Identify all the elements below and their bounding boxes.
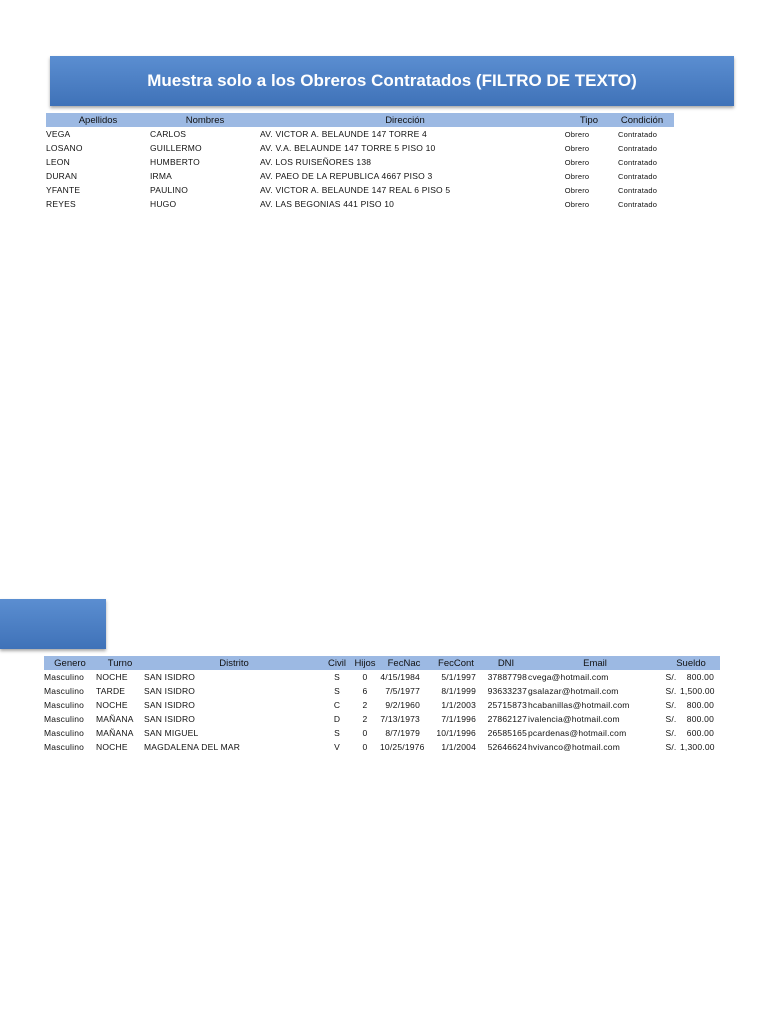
cell-genero: Masculino (44, 686, 85, 696)
obreros-table (46, 113, 674, 211)
cell-email: hvivanco@hotmail.com (528, 742, 620, 752)
header-apellidos[interactable]: Apellidos (46, 113, 150, 127)
header-dni[interactable]: DNI (484, 656, 528, 670)
cell-feccont: 8/1/1999 (441, 686, 476, 696)
cell-condicion: Contratado (618, 199, 658, 209)
cell-email: cvega@hotmail.com (528, 672, 609, 682)
header-feccont[interactable]: FecCont (428, 656, 484, 670)
header-civil[interactable]: Civil (324, 656, 350, 670)
cell-fecnac: 8/7/1979 (385, 728, 420, 738)
title-banner (50, 56, 734, 106)
cell-direccion: AV. LOS RUISEÑORES 138 (260, 157, 372, 167)
cell-distrito: SAN MIGUEL (144, 728, 199, 738)
cell-sueldo: 800.00 (686, 700, 714, 710)
cell-turno: NOCHE (96, 742, 128, 752)
cell-dni: 25715873 (487, 700, 527, 710)
obreros-table-body (46, 127, 674, 211)
cell-hijos: 6 (362, 686, 368, 696)
cell-email: hcabanillas@hotmail.com (528, 700, 630, 710)
table-row[interactable] (46, 141, 674, 155)
header-condicion[interactable]: Condición (610, 113, 674, 127)
cell-email: ivalencia@hotmail.com (528, 714, 620, 724)
cell-turno: NOCHE (96, 700, 128, 710)
cell-nombres: IRMA (150, 171, 173, 181)
cell-civil: V (334, 742, 340, 752)
table-row[interactable] (44, 712, 720, 726)
cell-feccont: 1/1/2004 (441, 742, 476, 752)
cell-dni: 52646624 (487, 742, 527, 752)
cell-email: pcardenas@hotmail.com (528, 728, 627, 738)
cell-tipo: Obrero (564, 157, 590, 167)
cell-hijos: 2 (362, 714, 368, 724)
banner-title: Muestra solo a los Obreros Contratados (FILTRO DE TEXTO) (147, 71, 637, 90)
cell-feccont: 1/1/2003 (441, 700, 476, 710)
section-banner (0, 599, 106, 649)
cell-direccion: AV. VICTOR A. BELAUNDE 147 TORRE 4 (260, 129, 427, 139)
cell-apellidos: DURAN (46, 171, 78, 181)
cell-direccion: AV. VICTOR A. BELAUNDE 147 REAL 6 PISO 5 (260, 185, 451, 195)
empleados-table (44, 656, 720, 754)
cell-distrito: SAN ISIDRO (144, 686, 196, 696)
cell-genero: Masculino (44, 714, 85, 724)
table-row[interactable] (44, 726, 720, 740)
table-row[interactable] (44, 684, 720, 698)
cell-civil: S (334, 728, 340, 738)
cell-hijos: 0 (362, 742, 368, 752)
cell-fecnac: 7/5/1977 (385, 686, 420, 696)
cell-currency: S/. (665, 686, 677, 696)
cell-feccont: 5/1/1997 (441, 672, 476, 682)
cell-genero: Masculino (44, 700, 85, 710)
table-row[interactable] (46, 155, 674, 169)
cell-currency: S/. (665, 742, 677, 752)
header-genero[interactable]: Genero (44, 656, 96, 670)
cell-genero: Masculino (44, 742, 85, 752)
cell-distrito: MAGDALENA DEL MAR (144, 742, 241, 752)
cell-dni: 93633237 (487, 686, 527, 696)
cell-genero: Masculino (44, 672, 85, 682)
table-header-row (44, 656, 720, 670)
table-row[interactable] (44, 740, 720, 754)
cell-feccont: 7/1/1996 (441, 714, 476, 724)
cell-hijos: 0 (362, 728, 368, 738)
table-row[interactable] (46, 169, 674, 183)
cell-sueldo: 600.00 (686, 728, 714, 738)
header-tipo[interactable]: Tipo (550, 113, 610, 127)
header-nombres[interactable]: Nombres (150, 113, 260, 127)
cell-nombres: PAULINO (150, 185, 189, 195)
cell-civil: C (333, 700, 341, 710)
table-row[interactable] (44, 698, 720, 712)
cell-distrito: SAN ISIDRO (144, 672, 196, 682)
table-header-row (46, 113, 674, 127)
header-distrito[interactable]: Distrito (144, 656, 324, 670)
cell-fecnac: 10/25/1976 (380, 742, 425, 752)
cell-apellidos: LEON (46, 157, 70, 167)
cell-nombres: GUILLERMO (150, 143, 202, 153)
cell-tipo: Obrero (564, 143, 590, 153)
cell-civil: S (334, 686, 340, 696)
cell-nombres: CARLOS (150, 129, 187, 139)
cell-turno: MAÑANA (96, 728, 134, 738)
cell-dni: 26585165 (487, 728, 527, 738)
cell-email: gsalazar@hotmail.com (528, 686, 619, 696)
cell-tipo: Obrero (564, 199, 590, 209)
cell-tipo: Obrero (564, 129, 590, 139)
cell-nombres: HUGO (150, 199, 177, 209)
cell-tipo: Obrero (564, 185, 590, 195)
cell-condicion: Contratado (618, 171, 658, 181)
cell-hijos: 2 (362, 700, 368, 710)
cell-fecnac: 9/2/1960 (385, 700, 420, 710)
cell-condicion: Contratado (618, 143, 658, 153)
cell-currency: S/. (665, 700, 677, 710)
cell-fecnac: 7/13/1973 (380, 714, 420, 724)
cell-apellidos: VEGA (46, 129, 71, 139)
cell-dni: 37887798 (487, 672, 527, 682)
table-row[interactable] (46, 127, 674, 141)
cell-fecnac: 4/15/1984 (380, 672, 420, 682)
cell-turno: TARDE (96, 686, 126, 696)
cell-nombres: HUMBERTO (150, 157, 200, 167)
table-row[interactable] (44, 670, 720, 684)
cell-currency: S/. (665, 714, 677, 724)
table-row[interactable] (46, 197, 674, 211)
cell-sueldo: 800.00 (686, 672, 714, 682)
cell-condicion: Contratado (618, 129, 658, 139)
cell-tipo: Obrero (564, 171, 590, 181)
cell-condicion: Contratado (618, 185, 658, 195)
cell-genero: Masculino (44, 728, 85, 738)
cell-direccion: AV. V.A. BELAUNDE 147 TORRE 5 PISO 10 (260, 143, 436, 153)
header-hijos[interactable]: Hijos (350, 656, 380, 670)
cell-hijos: 0 (362, 672, 368, 682)
cell-sueldo: 800.00 (686, 714, 714, 724)
cell-sueldo: 1,500.00 (680, 686, 715, 696)
cell-apellidos: REYES (46, 199, 76, 209)
header-sueldo[interactable]: Sueldo (662, 656, 720, 670)
cell-apellidos: LOSANO (46, 143, 83, 153)
cell-apellidos: YFANTE (46, 185, 81, 195)
cell-condicion: Contratado (618, 157, 658, 167)
cell-currency: S/. (665, 728, 677, 738)
cell-civil: S (334, 672, 340, 682)
header-email[interactable]: Email (528, 656, 662, 670)
cell-distrito: SAN ISIDRO (144, 714, 196, 724)
table-row[interactable] (46, 183, 674, 197)
cell-turno: NOCHE (96, 672, 128, 682)
cell-distrito: SAN ISIDRO (144, 700, 196, 710)
cell-direccion: AV. PAEO DE LA REPUBLICA 4667 PISO 3 (260, 171, 433, 181)
cell-sueldo: 1,300.00 (680, 742, 715, 752)
empleados-table-body (44, 670, 720, 754)
header-direccion[interactable]: Dirección (260, 113, 550, 127)
cell-direccion: AV. LAS BEGONIAS 441 PISO 10 (260, 199, 395, 209)
cell-turno: MAÑANA (96, 714, 134, 724)
cell-currency: S/. (665, 672, 677, 682)
header-fecnac[interactable]: FecNac (380, 656, 428, 670)
cell-civil: D (333, 714, 341, 724)
header-turno[interactable]: Turno (96, 656, 144, 670)
cell-feccont: 10/1/1996 (436, 728, 476, 738)
cell-dni: 27862127 (487, 714, 527, 724)
